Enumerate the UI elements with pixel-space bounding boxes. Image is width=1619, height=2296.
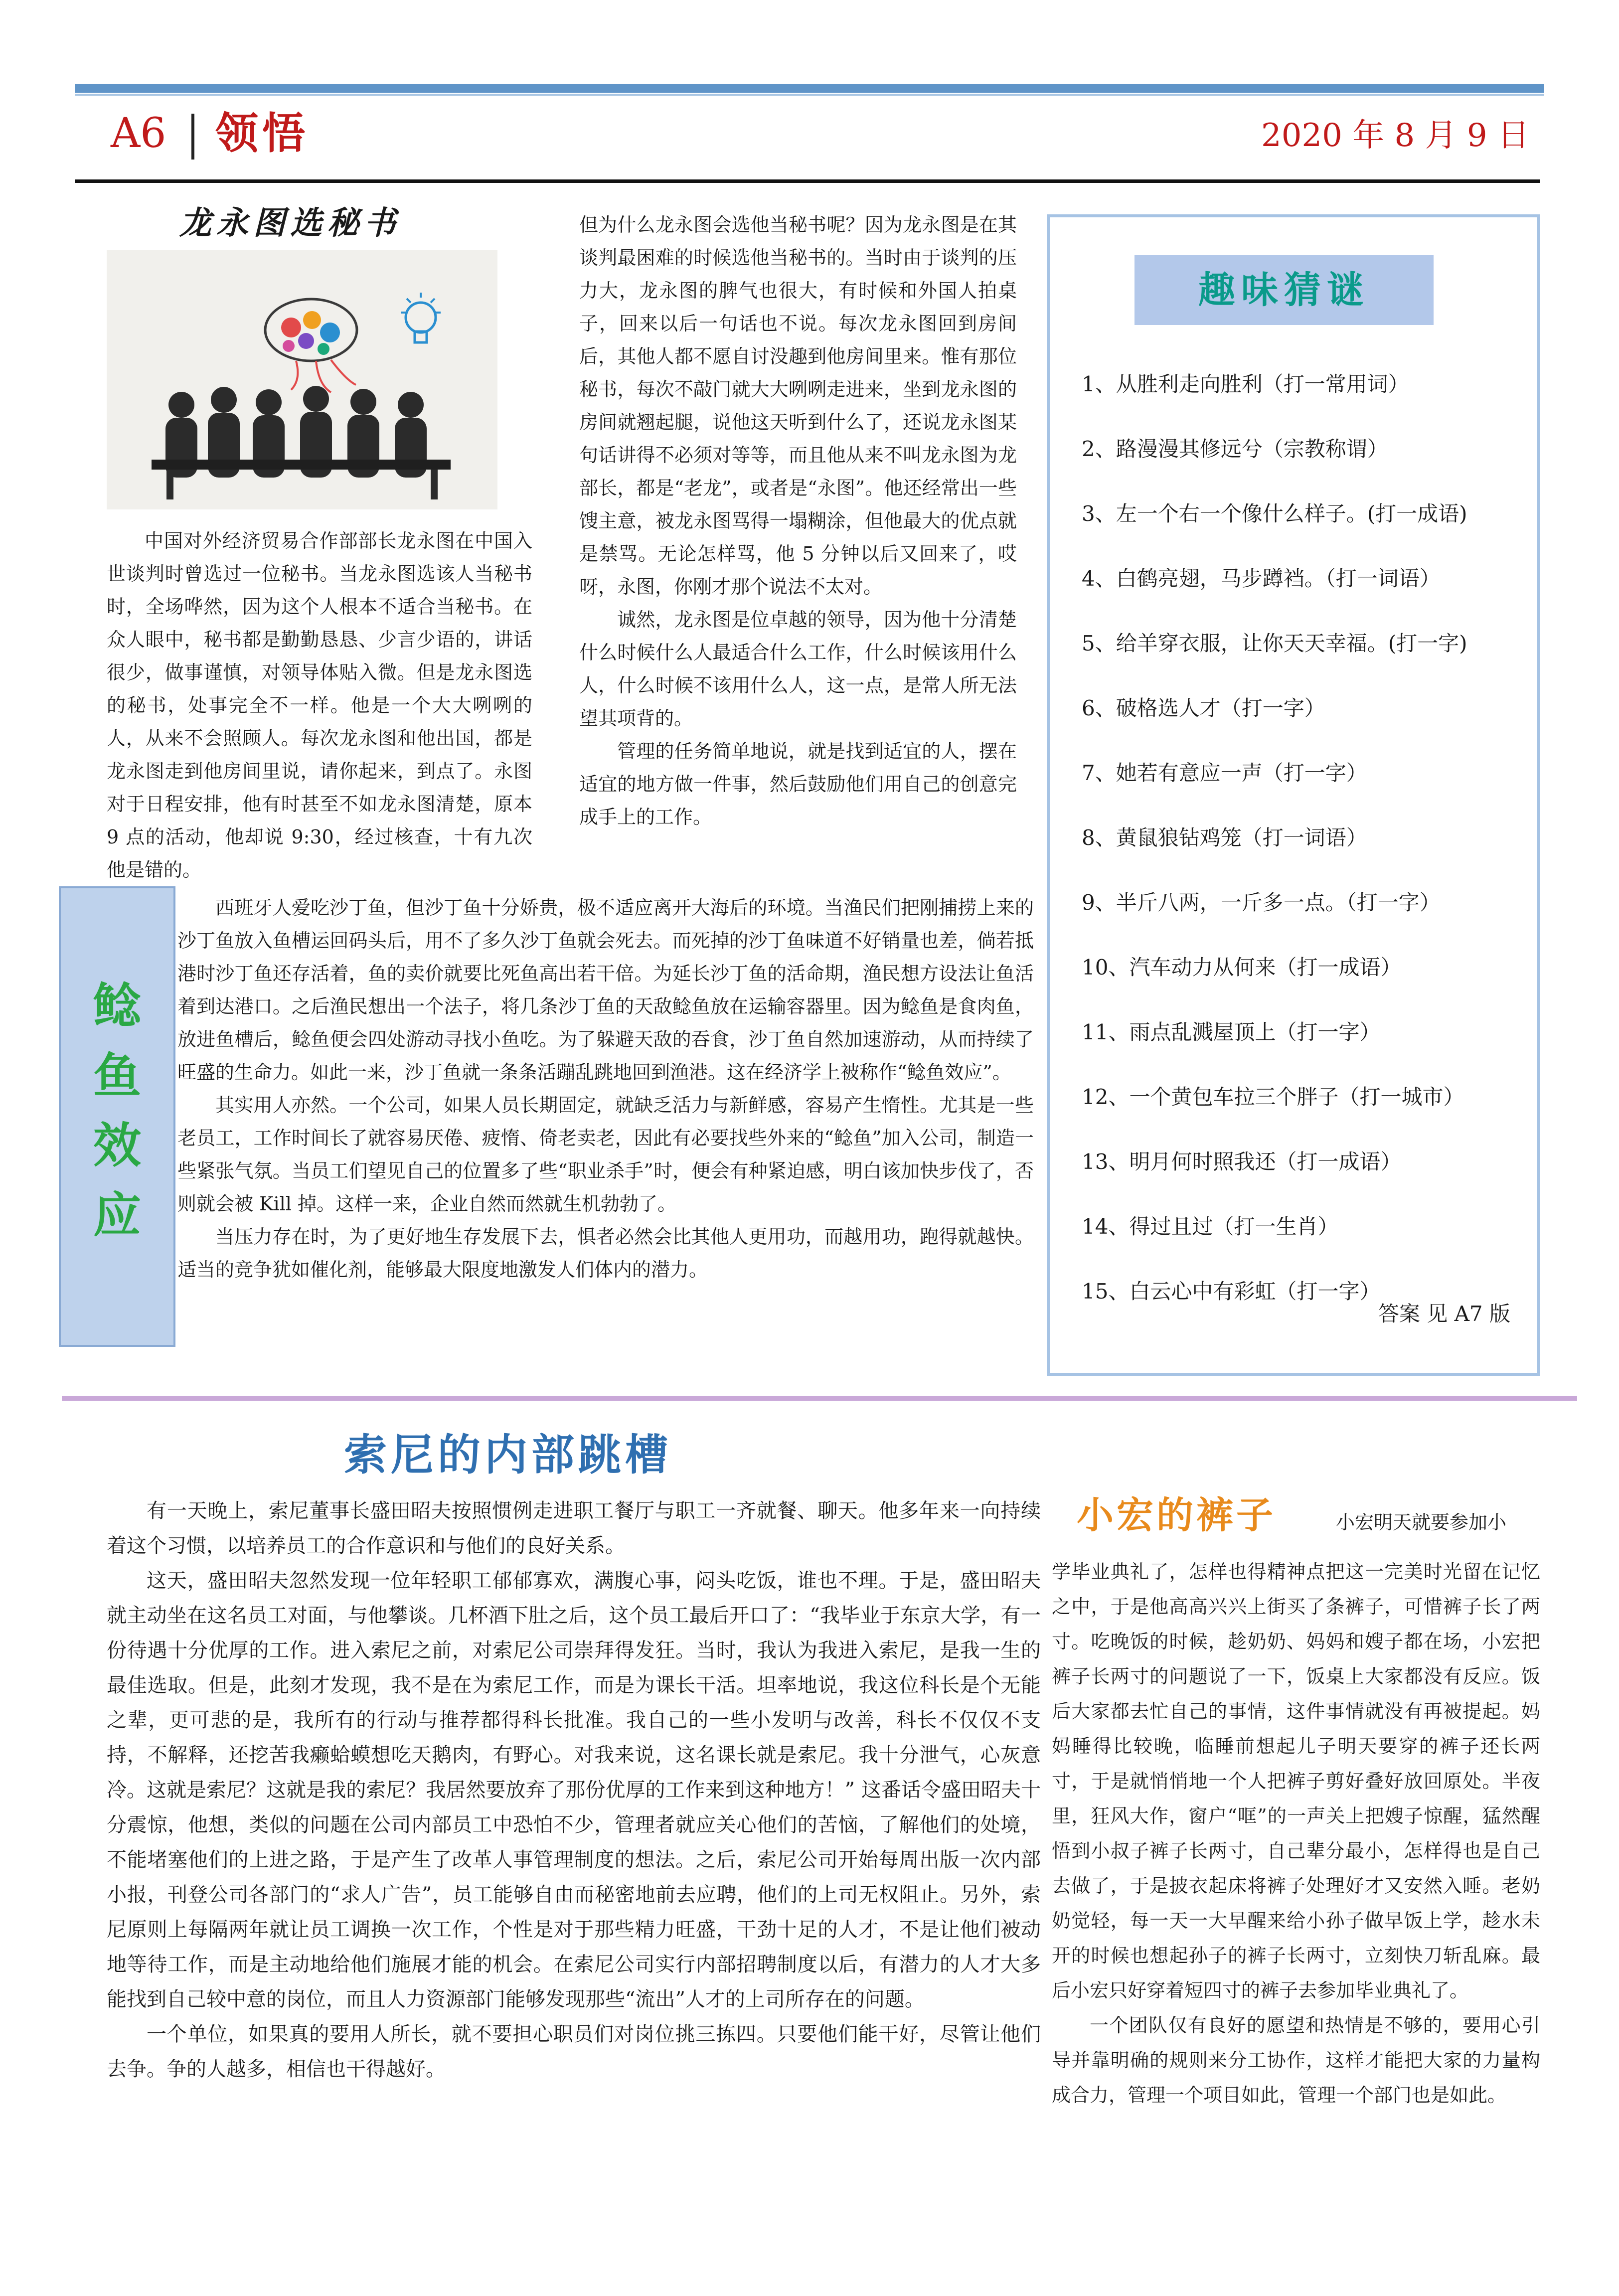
section-divider bbox=[62, 1396, 1577, 1401]
meeting-silhouette-illustration bbox=[107, 250, 497, 509]
header-top-bar-thin bbox=[75, 94, 1544, 96]
issue-date: 2020 年 8 月 9 日 bbox=[1261, 117, 1529, 154]
catfish-title-panel bbox=[59, 886, 175, 1347]
article-lead-text: 小宏明天就要参加小 bbox=[1336, 1511, 1507, 1533]
riddle-item: 2、路漫漫其修远兮（宗教称谓） bbox=[1082, 437, 1388, 461]
article-body-col2 bbox=[579, 208, 1017, 833]
riddle-title: 趣味猜谜 bbox=[1134, 255, 1434, 325]
catfish-title-char: 应 bbox=[93, 1187, 141, 1243]
paragraph: 学毕业典礼了，怎样也得精神点把这一完美时光留在记忆之中，于是他高高兴兴上街买了条裤子，可惜裤子长了两寸。吃晚饭的时候，趁奶奶、妈妈和嫂子都在场，小宏把裤子长两寸的问题说了一下，饭桌上大家都没有反应。饭后大家都去忙自己的事情，这件事情就没有再被提起。妈妈睡得比较晚，临睡前想起儿子明天要穿的裤子还长两寸，于是就悄悄地一个人把裤子剪好叠好放回原处。半夜里，狂风大作，窗户“哐”的一声关上把嫂子惊醒，猛然醒悟到小叔子裤子长两寸，自己辈分最小，怎样得也是自己去做了，于是披衣起床将裤子处理好才又安然入睡。老奶奶觉轻，每一天一大早醒来给小孙子做早饭上学，趁水未开的时候也想起孙子的裤子长两寸，立刻快刀斩乱麻。最后小宏只好穿着短四寸的裤子去参加毕业典礼了。 bbox=[1052, 1561, 1540, 2001]
riddle-item: 9、半斤八两，一斤多一点。（打一字） bbox=[1082, 890, 1441, 915]
riddle-item: 12、一个黄包车拉三个胖子（打一城市） bbox=[1082, 1085, 1464, 1109]
riddle-item: 8、黄鼠狼钻鸡笼（打一词语） bbox=[1082, 825, 1367, 850]
paragraph: 一个团队仅有良好的愿望和热情是不够的，要用心引导并靠明确的规则来分工协作，这样才能把大家的力量构成合力，管理一个项目如此，管理一个部门也是如此。 bbox=[1052, 2014, 1540, 2106]
paragraph: 西班牙人爱吃沙丁鱼，但沙丁鱼十分娇贵，极不适应离开大海后的环境。当渔民们把刚捕捞上来的沙丁鱼放入鱼槽运回码头后，用不了多久沙丁鱼就会死去。而死掉的沙丁鱼味道不好销量也差，倘若抵港时沙丁鱼还存活着，鱼的卖价就要比死鱼高出若干倍。为延长沙丁鱼的活命期，渔民想方设法让鱼活着到达港口。之后渔民想出一个法子，将几条沙丁鱼的天敌鲶鱼放在运输容器里。因为鲶鱼是食肉鱼，放进鱼槽后，鲶鱼便会四处游动寻找小鱼吃。为了躲避天敌的吞食，沙丁鱼自然加速游动，从而持续了旺盛的生命力。如此一来，沙丁鱼就一条条活蹦乱跳地回到渔港。这在经济学上被称作“鲶鱼效应”。 bbox=[177, 897, 1034, 1083]
catfish-body bbox=[177, 891, 1034, 1286]
page-number: A6 bbox=[111, 110, 166, 157]
catfish-title-char: 鲶 bbox=[93, 978, 141, 1034]
riddle-item: 7、她若有意应一声（打一字） bbox=[1082, 761, 1367, 785]
paragraph: 这天，盛田昭夫忽然发现一位年轻职工郁郁寡欢，满腹心事，闷头吃饭，谁也不理。于是，盛田昭夫就主动坐在这名员工对面，与他攀谈。几杯酒下肚之后，这个员工最后开口了：“我毕业于东京大学，有一份待遇十分优厚的工作。进入索尼之前，对索尼公司崇拜得发狂。当时，我认为我进入索尼，是我一生的最佳选取。但是，此刻才发现，我不是在为索尼工作，而是为课长干活。坦率地说，我这位科长是个无能之辈，更可悲的是，我所有的行动与推荐都得科长批准。我自己的一些小发明与改善，科长不仅仅不支持，不解释，还挖苦我癞蛤蟆想吃天鹅肉，有野心。对我来说，这名课长就是索尼。我十分泄气，心灰意冷。这就是索尼？这就是我的索尼？我居然要放弃了那份优厚的工作来到这种地方！” 这番话令盛田昭夫十分震惊，他想，类似的问题在公司内部员工中恐怕不少，管理者就应关心他们的苦恼，了解他们的处境，不能堵塞他们的上进之路，于是产生了改革人事管理制度的想法。之后，索尼公司开始每周出版一次内部小报，刊登公司各部门的“求人广告”，员工能够自由而秘密地前去应聘，他们的上司无权阻止。另外，索尼原则上每隔两年就让员工调换一次工作，个性是对于那些精力旺盛，干劲十足的人才，不是让他们被动地等待工作，而是主动地给他们施展才能的机会。在索尼公司实行内部招聘制度以后，有潜力的人才大多能找到自己较中意的岗位，而且人力资源部门能够发现那些“流出”人才的上司所存在的问题。 bbox=[107, 1569, 1041, 2011]
riddle-item: 14、得过且过（打一生肖） bbox=[1082, 1214, 1339, 1239]
riddle-item: 10、汽车动力从何来（打一成语） bbox=[1082, 955, 1402, 980]
paragraph: 中国对外经济贸易合作部部长龙永图在中国入世谈判时曾选过一位秘书。当龙永图选该人当秘书时，全场哗然，因为这个人根本不适合当秘书。在众人眼中，秘书都是勤勤恳恳、少言少语的，讲话很少，做事谨慎，对领导体贴入微。但是龙永图选的秘书，处事完全不一样。他是一个大大咧咧的人，从来不会照顾人。每次龙永图和他出国，都是龙永图走到他房间里说，请你起来，到点了。永图对于日程安排，他有时甚至不如龙永图清楚，原本 9 点的活动，他却说 9:30，经过核查，十有九次他是错的。 bbox=[107, 530, 532, 881]
xiaohong-body bbox=[1052, 1554, 1540, 2113]
header-rule bbox=[75, 179, 1540, 183]
catfish-title-char: 鱼 bbox=[93, 1048, 141, 1104]
riddle-item: 5、给羊穿衣服，让你天天幸福。(打一字) bbox=[1082, 631, 1467, 656]
riddle-item: 4、白鹤亮翅，马步蹲裆。（打一词语） bbox=[1082, 566, 1441, 591]
riddle-item: 13、明月何时照我还（打一成语） bbox=[1082, 1149, 1402, 1174]
article-title-long-yongtu: 龙永图选秘书 bbox=[179, 204, 401, 242]
riddle-answer-note: 答案 见 A7 版 bbox=[1378, 1302, 1510, 1326]
article-title-xiaohong: 小宏的裤子 bbox=[1077, 1494, 1276, 1537]
riddle-item: 15、白云心中有彩虹（打一字） bbox=[1082, 1279, 1381, 1304]
riddle-item: 11、雨点乱溅屋顶上（打一字） bbox=[1082, 1020, 1381, 1044]
header-divider bbox=[191, 114, 194, 160]
section-name: 领悟 bbox=[215, 108, 309, 159]
header-top-bar bbox=[75, 84, 1544, 93]
paragraph: 管理的任务简单地说，就是找到适宜的人，摆在适宜的地方做一件事，然后鼓励他们用自己的创意完成手上的工作。 bbox=[579, 740, 1017, 828]
riddle-list bbox=[1082, 352, 1530, 1324]
article-title-sony: 索尼的内部跳槽 bbox=[344, 1430, 672, 1480]
riddle-item: 6、破格选人才（打一字） bbox=[1082, 696, 1325, 720]
paragraph: 有一天晚上，索尼董事长盛田昭夫按照惯例走进职工餐厅与职工一齐就餐、聊天。他多年来一向持续着这个习惯，以培养员工的合作意识和与他们的良好关系。 bbox=[107, 1499, 1041, 1557]
paragraph: 其实用人亦然。一个公司，如果人员长期固定，就缺乏活力与新鲜感，容易产生惰性。尤其是一些老员工，工作时间长了就容易厌倦、疲惰、倚老卖老，因此有必要找些外来的“鲶鱼”加入公司，制造一些紧张气氛。当员工们望见自己的位置多了些“职业杀手”时，便会有种紧迫感，明白该加快步伐了，否则就会被 Kill 掉。这样一来，企业自然而然就生机勃勃了。 bbox=[177, 1094, 1034, 1215]
paragraph: 但为什么龙永图会选他当秘书呢？因为龙永图是在其谈判最困难的时候选他当秘书的。当时由于谈判的压力大，龙永图的脾气也很大，有时候和外国人拍桌子，回来以后一句话也不说。每次龙永图回到房间后，其他人都不愿自讨没趣到他房间里来。惟有那位秘书，每次不敲门就大大咧咧走进来，坐到龙永图的房间就翘起腿，说他这天听到什么了，还说龙永图某句话讲得不必须对等等，而且他从来不叫龙永图为龙部长，都是“老龙”，或者是“永图”。他还经常出一些馊主意，被龙永图骂得一塌糊涂，但他最大的优点就是禁骂。无论怎样骂，他 5 分钟以后又回来了，哎呀，永图，你刚才那个说法不太对。 bbox=[579, 214, 1017, 598]
paragraph: 诚然，龙永图是位卓越的领导，因为他十分清楚什么时候什么人最适合什么工作，什么时候该用什么人，什么时候不该用什么人，这一点，是常人所无法望其项背的。 bbox=[579, 609, 1017, 729]
riddle-item: 1、从胜利走向胜利（打一常用词） bbox=[1082, 372, 1409, 396]
catfish-title-char: 效 bbox=[93, 1118, 141, 1173]
article-body-col1 bbox=[107, 524, 532, 886]
sony-body bbox=[107, 1493, 1041, 2087]
paragraph: 一个单位，如果真的要用人所长，就不要担心职员们对岗位挑三拣四。只要他们能干好，尽管让他们去争。争的人越多，相信也干得越好。 bbox=[107, 2023, 1041, 2081]
riddle-item: 3、左一个右一个像什么样子。(打一成语) bbox=[1082, 501, 1467, 526]
paragraph: 当压力存在时，为了更好地生存发展下去，惧者必然会比其他人更用功，而越用功，跑得就越快。适当的竞争犹如催化剂，能够最大限度地激发人们体内的潜力。 bbox=[177, 1226, 1034, 1281]
